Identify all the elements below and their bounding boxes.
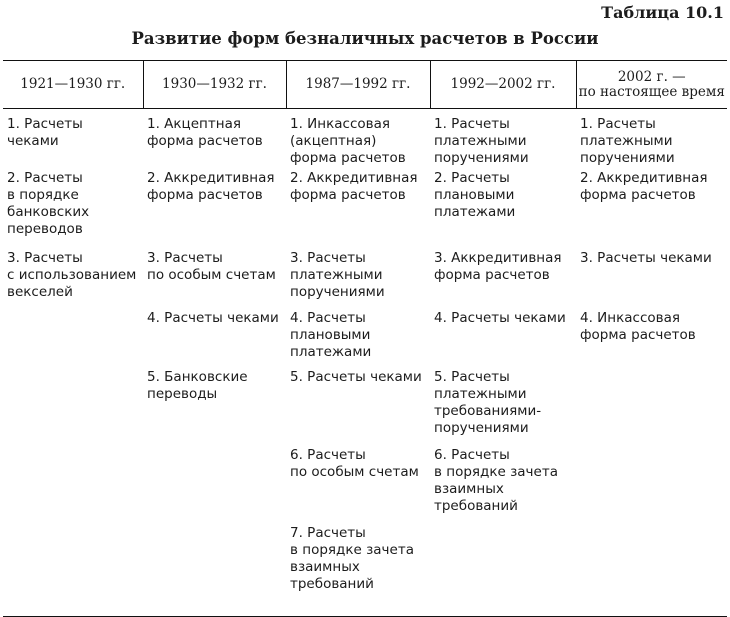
table-row	[3, 109, 727, 170]
column-header-1930-1932: 1930—1932 гг.	[143, 61, 286, 109]
table-cell: 1. Расчеты чеками	[7, 116, 83, 149]
table-cell: 5. Расчеты платежными требованиями- поручениями	[434, 368, 542, 436]
table-row	[3, 310, 727, 369]
table-row	[3, 447, 727, 525]
table-cell	[143, 525, 286, 617]
table-cell	[576, 369, 727, 447]
table-cell: 4. Расчеты чеками	[434, 309, 566, 326]
table-cell: 4. Расчеты чеками	[147, 309, 279, 326]
table-cell: 3. Расчеты чеками	[580, 249, 712, 266]
table-cell: 6. Расчеты в порядке зачета взаимных требований	[434, 446, 558, 514]
table-cell: 3. Расчеты с использованием векселей	[7, 249, 137, 300]
table-row	[3, 525, 727, 617]
column-header-1987-1992: 1987—1992 гг.	[286, 61, 430, 109]
table-cell: 5. Банковские переводы	[147, 368, 248, 402]
table-cell: 3. Аккредитивная форма расчетов	[434, 249, 562, 283]
table-cell: 2. Аккредитивная форма расчетов	[580, 169, 708, 203]
table-cell: 1. Расчеты платежными поручениями	[580, 116, 675, 166]
table-title: Развитие форм безналичных расчетов в России	[131, 29, 599, 48]
table-cell: 1. Акцептная форма расчетов	[147, 116, 263, 149]
table-row	[3, 170, 727, 250]
table-cell	[3, 369, 143, 447]
table-cell	[3, 447, 143, 525]
table-cell	[576, 525, 727, 617]
table-cell: 2. Расчеты в порядке банковских переводов	[7, 169, 90, 237]
table-cell	[576, 447, 727, 525]
table-cell: 4. Инкассовая форма расчетов	[580, 309, 696, 343]
table-row	[3, 369, 727, 447]
column-header-1992-2002: 1992—2002 гг.	[430, 61, 576, 109]
table-cell	[3, 310, 143, 369]
table-cell: 3. Расчеты по особым счетам	[147, 249, 276, 283]
table-cell: 1. Инкассовая (акцептная) форма расчетов	[290, 116, 406, 166]
table-cell: 4. Расчеты плановыми платежами	[290, 309, 372, 360]
table-row	[3, 250, 727, 310]
table-cell	[430, 525, 576, 617]
payment-forms-table	[3, 60, 727, 617]
table-cell	[143, 447, 286, 525]
table-number: Таблица 10.1	[601, 3, 724, 22]
table-cell: 7. Расчеты в порядке зачета взаимных требований	[286, 525, 430, 617]
header-row	[3, 61, 727, 109]
table-cell: 5. Расчеты чеками	[290, 368, 422, 385]
table-cell: 2. Аккредитивная форма расчетов	[147, 169, 275, 203]
table-cell	[3, 525, 143, 617]
table-cell: 1. Расчеты платежными поручениями	[434, 116, 529, 166]
column-header-2002-present: 2002 г. — по настоящее время	[576, 61, 727, 109]
table-cell: 6. Расчеты по особым счетам	[290, 446, 419, 480]
table-cell: 3. Расчеты платежными поручениями	[290, 249, 385, 300]
column-header-1921-1930: 1921—1930 гг.	[3, 61, 143, 109]
table-cell: 2. Расчеты плановыми платежами	[434, 169, 516, 220]
table-cell: 2. Аккредитивная форма расчетов	[290, 169, 418, 203]
